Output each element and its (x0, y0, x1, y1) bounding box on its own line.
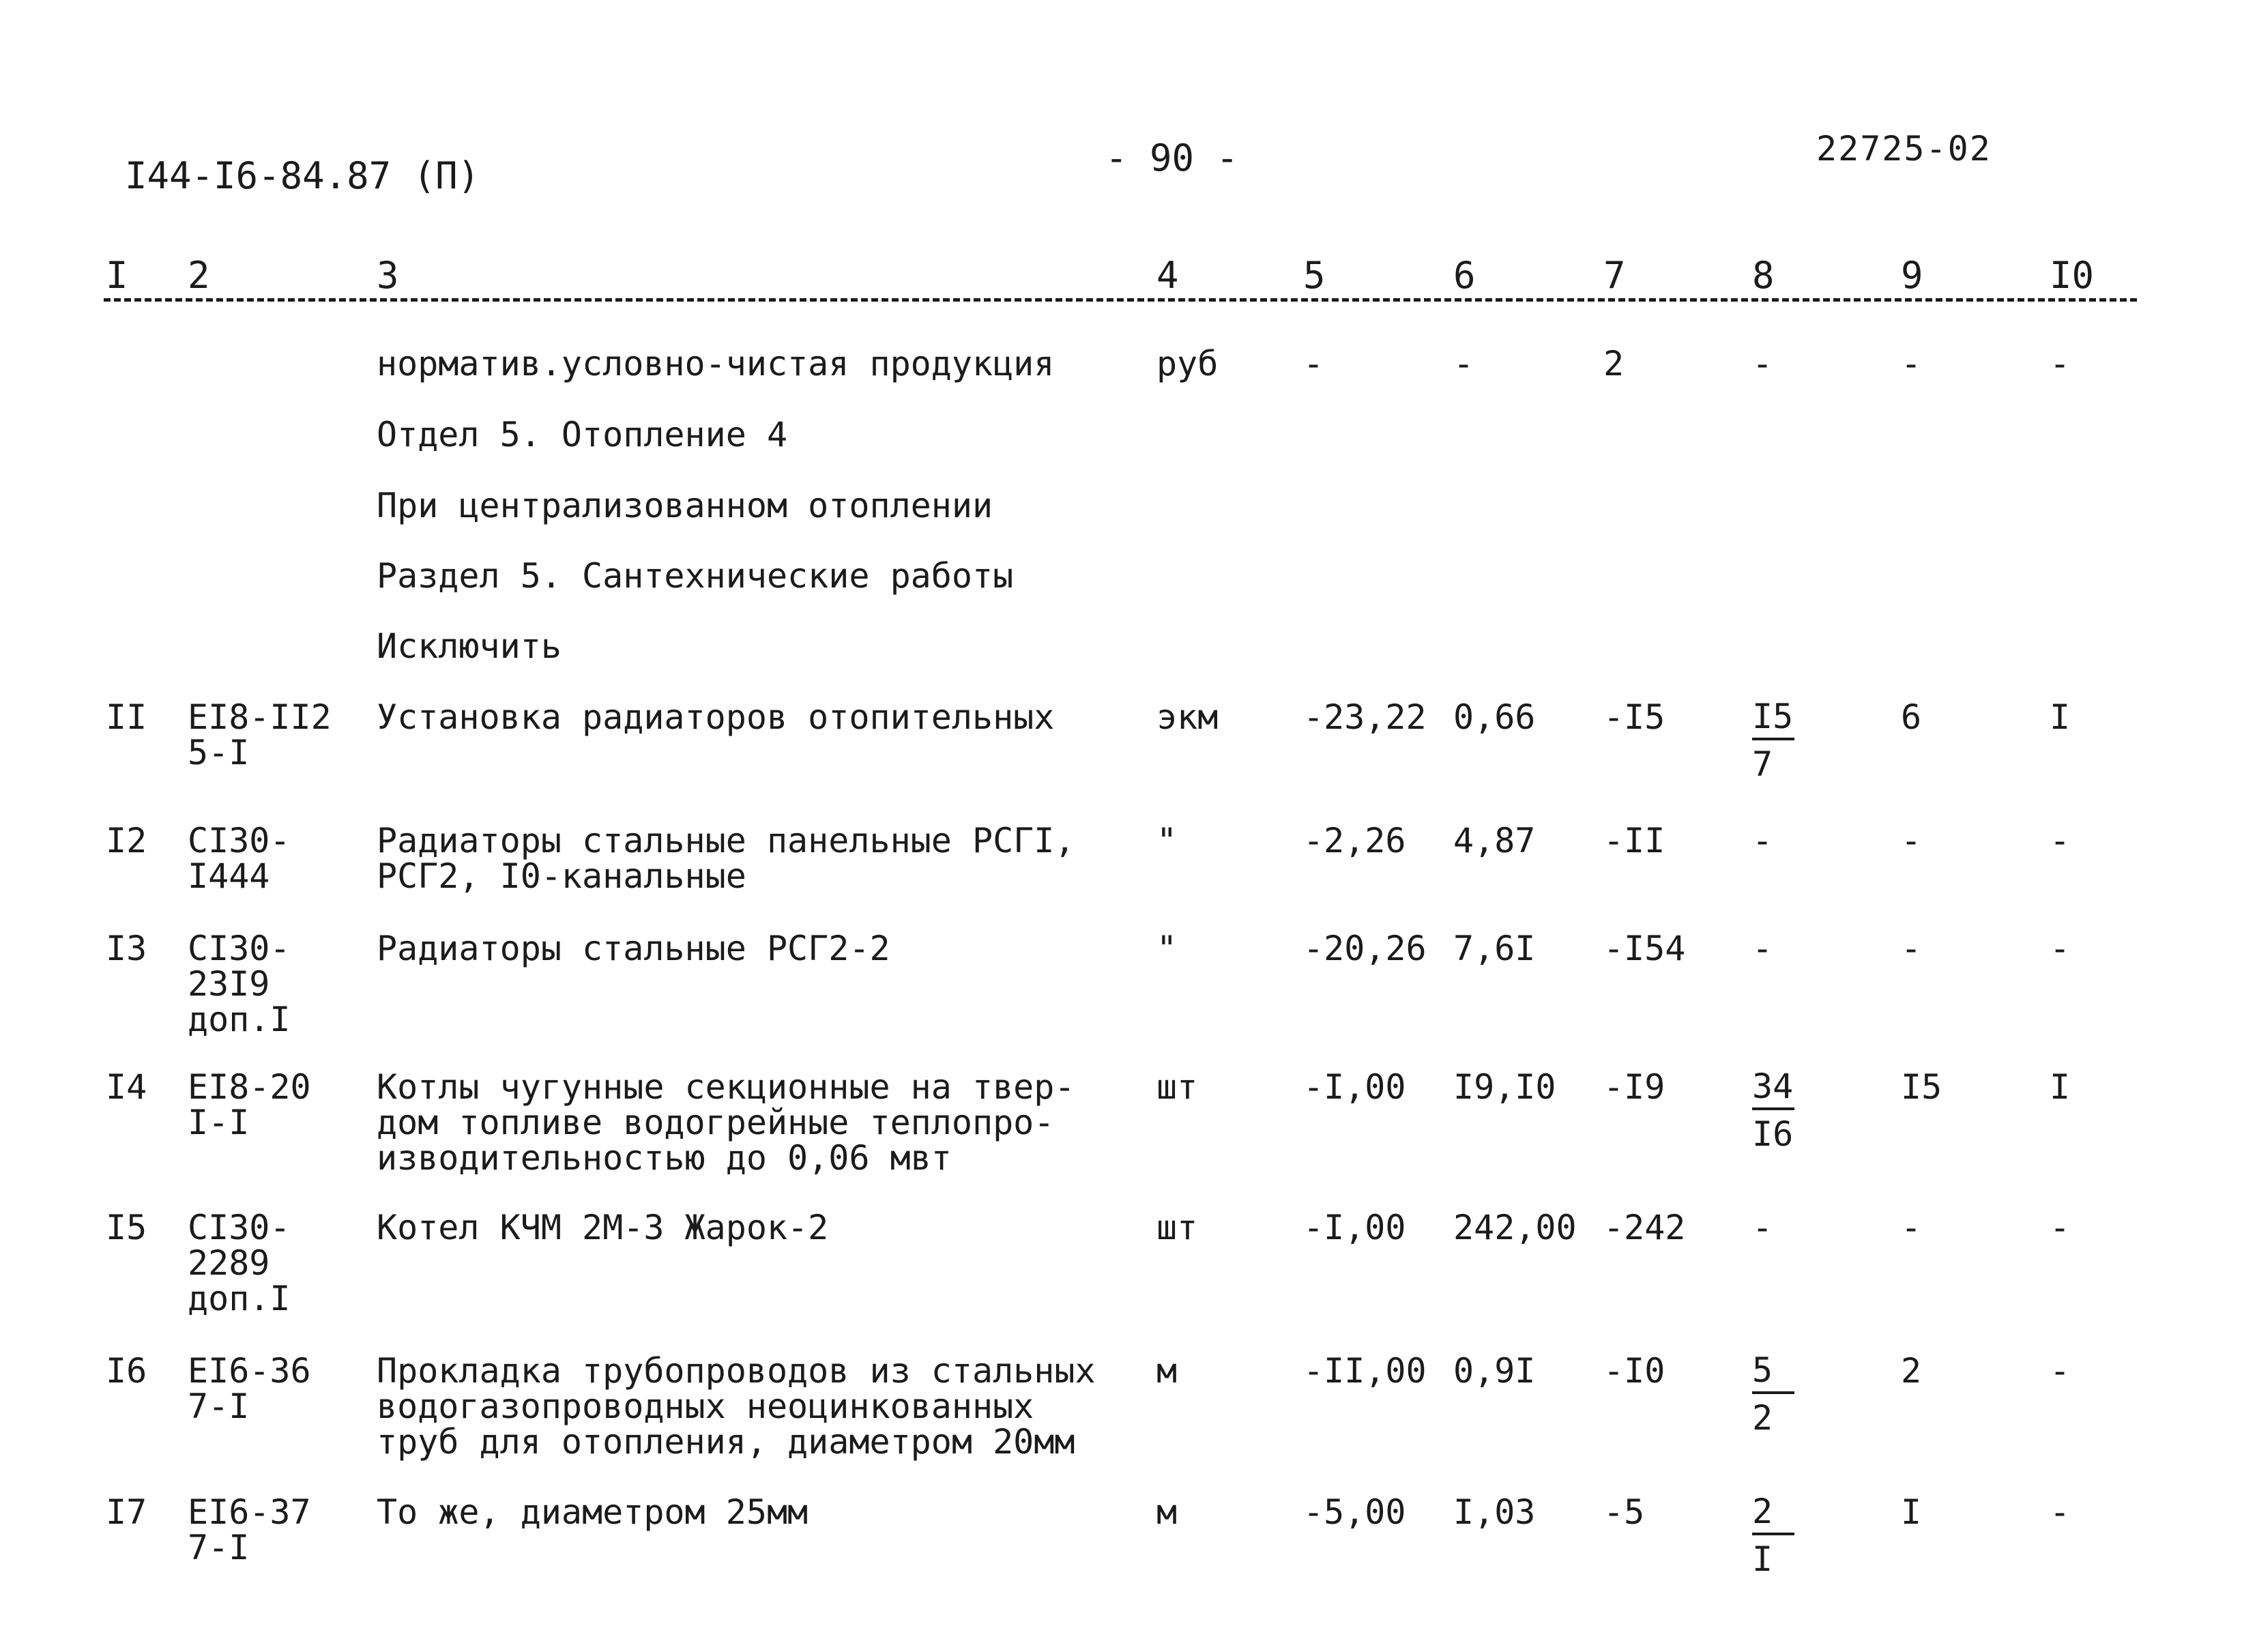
norm-col6: - (1453, 344, 1474, 383)
norm-col8: - (1752, 344, 1773, 383)
column-header-9: 9 (1901, 254, 1923, 297)
row-unit: шт (1156, 1067, 1198, 1107)
row-col6: 4,87 (1453, 821, 1536, 860)
row-unit: " (1156, 821, 1178, 860)
fraction-denominator: I6 (1752, 1114, 1794, 1154)
document-code: I44-I6-84.87 (П) (125, 154, 480, 197)
row-number: I6 (106, 1351, 147, 1391)
column-header-10: I0 (2050, 254, 2095, 297)
row-description: Прокладка трубопроводов из стальных водогазопроводных неоцинкованных труб для отопления, диаметром 20мм (377, 1351, 1096, 1462)
fraction-numerator: 2 (1752, 1494, 1794, 1535)
row-code: EI6-37 7-I (188, 1492, 311, 1567)
row-col5: -20,26 (1303, 929, 1427, 968)
fraction-denominator: 2 (1752, 1398, 1773, 1438)
row-col9: 2 (1901, 1351, 1922, 1391)
row-col6: I,03 (1453, 1492, 1536, 1532)
row-unit: м (1156, 1492, 1178, 1532)
row-col9: I (1901, 1492, 1922, 1532)
row-col7: -5 (1603, 1492, 1645, 1532)
row-col8-fraction (1752, 1350, 1794, 1438)
row-col7: -II (1603, 821, 1665, 860)
row-number: I7 (106, 1492, 147, 1532)
registration-stamp: 22725-02 (1816, 129, 1992, 169)
row-col5: -II,00 (1303, 1351, 1427, 1391)
row-col6: 0,66 (1453, 697, 1536, 737)
row-col5: -I,00 (1303, 1208, 1406, 1247)
row-col7: -I9 (1603, 1067, 1665, 1107)
norm-label: норматив.условно-чистая продукция (377, 344, 1055, 383)
section-heading: Раздел 5. Сантехнические работы (377, 556, 1014, 596)
row-unit: " (1156, 929, 1178, 968)
row-unit: экм (1156, 697, 1219, 737)
row-description: Радиаторы стальные панельные РСГI, РСГ2, I0-канальные (377, 821, 1075, 896)
row-description: То же, диаметром 25мм (377, 1492, 809, 1532)
norm-col10: - (2050, 344, 2071, 383)
row-col6: 7,6I (1453, 929, 1536, 968)
row-code: CI30- I444 (188, 821, 291, 896)
row-number: I4 (106, 1067, 147, 1107)
row-col7: -242 (1603, 1208, 1686, 1247)
row-description: Котлы чугунные секционные на твер- дом топливе водогрейные теплопро- изводительностью до 0,06 мвт (377, 1067, 1075, 1178)
row-col9: - (1901, 1208, 1922, 1247)
fraction-numerator: I5 (1752, 699, 1794, 740)
column-header-8: 8 (1752, 254, 1775, 297)
row-col9: - (1901, 821, 1922, 860)
row-col10: - (2050, 929, 2071, 968)
fraction-numerator: 34 (1752, 1069, 1794, 1110)
column-header-4: 4 (1156, 254, 1179, 297)
norm-col5: - (1303, 344, 1324, 383)
header-rule (104, 298, 2137, 302)
row-number: I3 (106, 929, 147, 968)
row-col8-fraction (1752, 697, 1794, 784)
column-header-6: 6 (1453, 254, 1476, 297)
row-col10: - (2050, 1492, 2071, 1532)
row-col8: - (1752, 929, 1773, 968)
row-col9: - (1901, 929, 1922, 968)
row-col5: -5,00 (1303, 1492, 1406, 1532)
row-col6: 242,00 (1453, 1208, 1577, 1247)
row-number: II (106, 697, 147, 737)
row-unit: м (1156, 1351, 1178, 1391)
row-code: CI30- 2289 доп.I (188, 1208, 291, 1318)
norm-unit: руб (1156, 344, 1219, 383)
exclude-heading: Исключить (377, 626, 562, 666)
row-unit: шт (1156, 1208, 1198, 1247)
row-col10: - (2050, 1208, 2071, 1247)
row-code: EI8-II2 5-I (188, 697, 332, 772)
row-col10: - (2050, 821, 2071, 860)
row-description: Радиаторы стальные РСГ2-2 (377, 929, 890, 968)
row-number: I2 (106, 821, 147, 860)
row-col10: I (2050, 697, 2071, 737)
column-header-2: 2 (188, 254, 210, 297)
fraction-denominator: I (1752, 1539, 1773, 1579)
row-col8: - (1752, 1208, 1773, 1247)
row-col7: -I0 (1603, 1351, 1665, 1391)
row-col8: - (1752, 821, 1773, 860)
row-description: Котел КЧМ 2М-3 Жарок-2 (377, 1208, 829, 1247)
row-col5: -2,26 (1303, 821, 1406, 860)
page-number: - 90 - (1105, 136, 1239, 179)
row-col6: 0,9I (1453, 1351, 1536, 1391)
row-col5: -I,00 (1303, 1067, 1406, 1107)
department-heading: Отдел 5. Отопление 4 (377, 415, 788, 454)
row-col6: I9,I0 (1453, 1067, 1556, 1107)
column-header-7: 7 (1603, 254, 1626, 297)
row-col9: I5 (1901, 1067, 1942, 1107)
row-col8-fraction (1752, 1067, 1794, 1154)
row-description: Установка радиаторов отопительных (377, 697, 1055, 737)
norm-col7: 2 (1603, 344, 1625, 383)
column-header-3: 3 (377, 254, 399, 297)
norm-col9: - (1901, 344, 1922, 383)
fraction-denominator: 7 (1752, 744, 1773, 784)
row-number: I5 (106, 1208, 147, 1247)
row-col7: -I5 (1603, 697, 1665, 737)
column-header-1: I (106, 254, 128, 297)
row-col8-fraction (1752, 1492, 1794, 1579)
row-code: EI8-20 I-I (188, 1067, 311, 1142)
fraction-numerator: 5 (1752, 1353, 1794, 1394)
row-col9: 6 (1901, 697, 1922, 737)
row-col10: - (2050, 1351, 2071, 1391)
column-header-5: 5 (1303, 254, 1326, 297)
row-col7: -I54 (1603, 929, 1686, 968)
row-col5: -23,22 (1303, 697, 1427, 737)
row-col10: I (2050, 1067, 2071, 1107)
row-code: EI6-36 7-I (188, 1351, 311, 1426)
central-heating-heading: При централизованном отоплении (377, 486, 993, 525)
row-code: CI30- 23I9 доп.I (188, 929, 291, 1039)
